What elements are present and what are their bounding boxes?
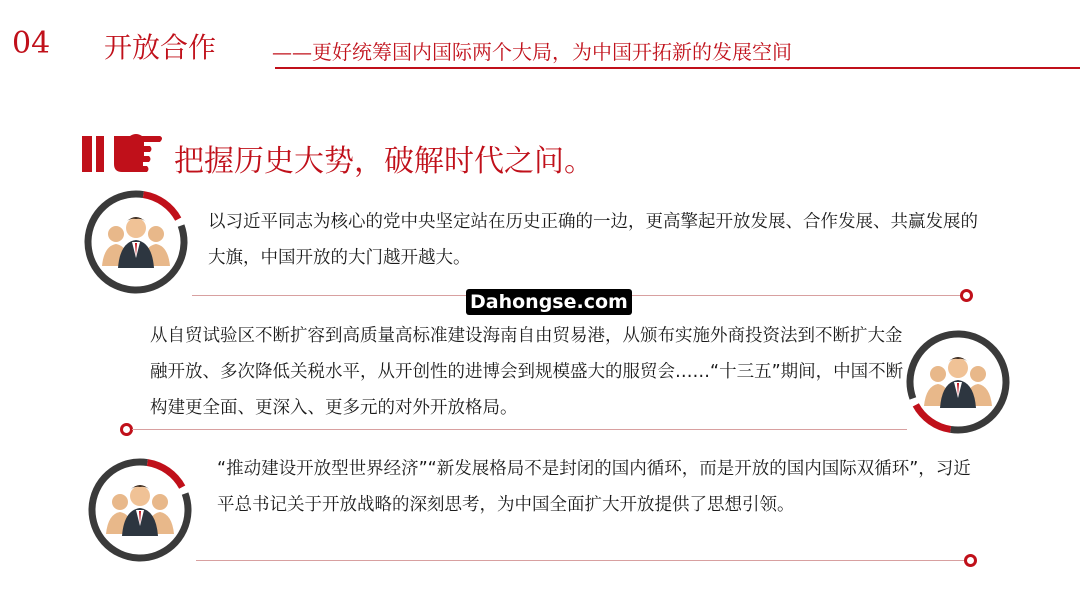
connector-dot bbox=[960, 289, 973, 302]
watermark: Dahongse.com bbox=[466, 289, 632, 315]
paragraph-1: 以习近平同志为核心的党中央坚定站在历史正确的一边，更高擎起开放发展、合作发展、共赢发展的大旗，中国开放的大门越开越大。 bbox=[208, 212, 978, 268]
pointing-hand-icon bbox=[112, 130, 164, 174]
header-rule bbox=[275, 67, 1080, 69]
people-group-icon bbox=[102, 480, 178, 536]
paragraph-2: 从自贸试验区不断扩容到高质量高标准建设海南自由贸易港，从颁布实施外商投资法到不断扩大金融开放、多次降低关税水平，从开创性的进博会到规模盛大的服贸会……“十三五”期间，中国不断构建更全面、更深入、更多元的对外开放格局。 bbox=[150, 326, 904, 418]
section-headline: 把握历史大势，破解时代之问。 bbox=[174, 144, 594, 179]
connector-dot bbox=[964, 554, 977, 567]
connector-line bbox=[196, 560, 966, 561]
section-number: 04 bbox=[12, 26, 51, 61]
people-group-icon bbox=[920, 352, 996, 408]
people-group-icon bbox=[98, 212, 174, 268]
page-subtitle: ——更好统筹国内国际两个大局，为中国开拓新的发展空间 bbox=[272, 40, 792, 64]
page-title: 开放合作 bbox=[104, 31, 217, 64]
paragraph-3: “推动建设开放型世界经济”“新发展格局不是封闭的国内循环，而是开放的国内国际双循环”，习近平总书记关于开放战略的深刻思考，为中国全面扩大开放提供了思想引领。 bbox=[217, 459, 971, 515]
connector-line bbox=[132, 429, 907, 430]
